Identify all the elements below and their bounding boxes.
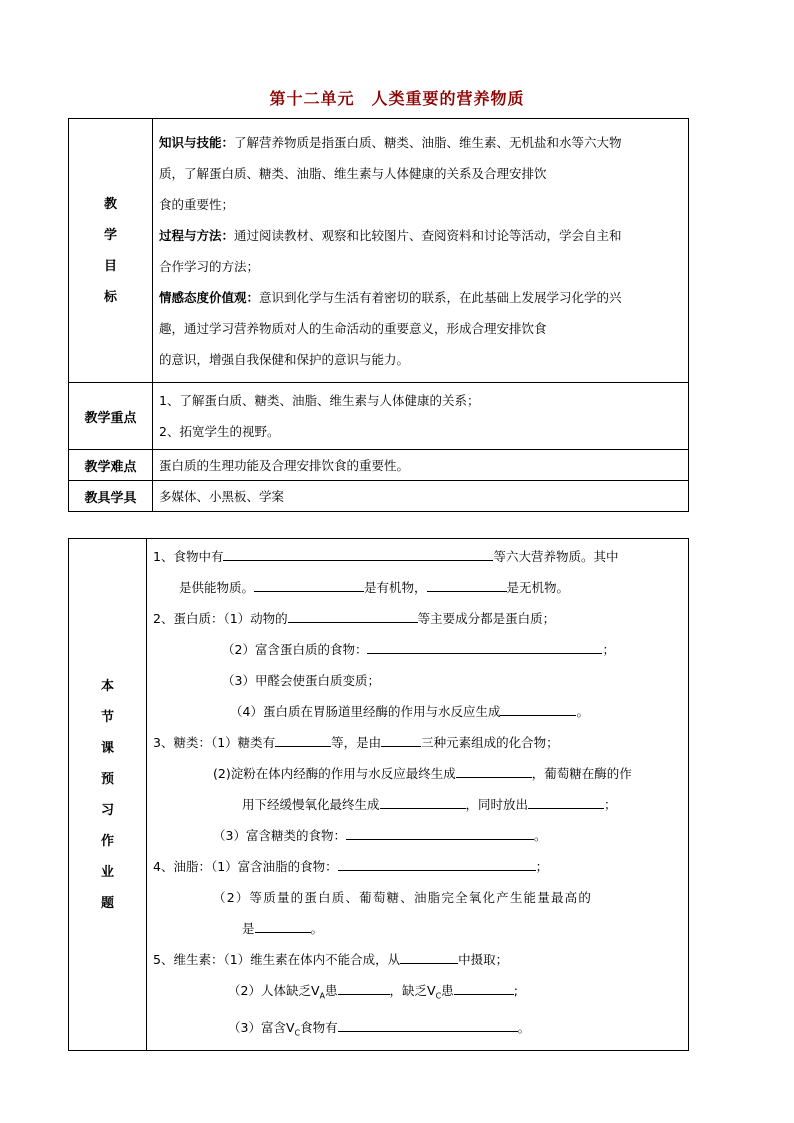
fill-blank[interactable] [400,951,458,964]
fill-blank[interactable] [456,765,532,778]
knowledge-text: 食的重要性； [159,196,235,212]
fill-blank[interactable] [500,703,576,716]
question-1: 1、食物中有 等六大营养物质。其中 [153,549,619,564]
question-4-2: （2）等质量的蛋白质、葡萄糖、油脂完全氧化产生能量最高的 [213,890,593,905]
process-label: 过程与方法： [159,227,235,243]
objectives-label [69,119,153,383]
label-char: 题 [100,895,114,911]
process-text: 通过阅读教材、观察和比较图片、查阅资料和讨论等活动，学会自主和 [234,227,622,243]
question-1-cont: 是供能物质。 是有机物， 是无机物。 [179,580,570,595]
question-2-3: （3）甲醛会使蛋白质变质； [222,673,380,688]
question-3-2-cont: 用下经缓慢氧化最终生成 ，同时放出 ； [242,797,617,812]
knowledge-text: 质，了解蛋白质、糖类、油脂、维生素与人体健康的关系及合理安排饮 [159,165,547,181]
label-char: 习 [100,802,114,818]
knowledge-text: 了解营养物质是指蛋白质、糖类、油脂、维生素、无机盐和水等六大物 [234,134,622,150]
fill-blank[interactable] [381,734,421,747]
fill-blank[interactable] [346,827,534,840]
fill-blank[interactable] [255,920,311,933]
key-points-content [153,383,689,450]
label-char: 本 [100,678,114,694]
fill-blank[interactable] [223,548,493,561]
emotion-text: 意识到化学与生活有着密切的联系，在此基础上发展学习化学的兴 [259,289,622,305]
tools-label: 教具学具 [69,481,153,512]
fill-blank[interactable] [288,610,418,623]
label-char: 业 [100,864,114,880]
difficulty-text: 蛋白质的生理功能及合理安排饮食的重要性。 [153,450,689,481]
label-char: 学 [103,227,117,243]
question-4-2-cont: 是 。 [242,921,324,936]
tools-text: 多媒体、小黑板、学案 [153,481,689,512]
question-2-4: （4）蛋白质在胃肠道里经酶的作用与水反应生成 。 [230,704,589,719]
label-char: 目 [103,258,117,274]
question-4: 4、油脂：（1）富含油脂的食物： ； [153,859,549,874]
key-point-item: 2、拓宽学生的视野。 [159,424,280,439]
fill-blank[interactable] [454,982,514,995]
fill-blank[interactable] [528,796,604,809]
knowledge-label: 知识与技能： [159,134,235,150]
preview-table [68,538,689,1051]
fill-blank[interactable] [367,641,602,654]
preview-content [147,539,689,1051]
process-text: 合作学习的方法； [159,258,260,274]
question-5-2: （2）人体缺乏$V_A$患 ，缺乏$V_C$患 ; [228,983,518,1001]
label-char: 预 [100,771,114,787]
label-char: 作 [100,833,114,849]
question-2: 2、蛋白质：（1）动物的 等主要成分都是蛋白质； [153,611,556,626]
question-3: 3、糖类：（1）糖类有 等，是由 三种元素组成的化合物； [153,735,559,750]
emotion-text: 的意识，增强自我保健和保护的意识与能力。 [159,351,410,367]
fill-blank[interactable] [275,734,331,747]
question-5: 5、维生素：（1）维生素在体内不能合成，从 中摄取； [153,952,509,967]
fill-blank[interactable] [338,1019,518,1032]
label-char: 节 [100,709,114,725]
fill-blank[interactable] [338,858,536,871]
objectives-content [153,119,689,383]
fill-blank[interactable] [254,579,364,592]
emotion-label: 情感态度价值观： [159,289,260,305]
fill-blank[interactable] [427,579,507,592]
difficulty-label: 教学难点 [69,450,153,481]
page-title: 第十二单元 人类重要的营养物质 [269,89,525,108]
emotion-text: 趣，通过学习营养物质对人的生命活动的重要意义，形成合理安排饮食 [159,320,547,336]
question-2-2: （2）富含蛋白质的食物： ； [222,642,615,657]
objectives-table [68,118,689,512]
key-point-item: 1、了解蛋白质、糖类、油脂、维生素与人体健康的关系； [159,393,480,408]
fill-blank[interactable] [380,796,466,809]
label-char: 教 [103,196,117,212]
question-5-3: （3）富含$V_C$食物有 。 [228,1019,531,1037]
key-points-label: 教学重点 [69,383,153,450]
label-char: 标 [103,289,117,305]
preview-label [69,539,147,1051]
fill-blank[interactable] [338,982,390,995]
question-3-2: (2)淀粉在体内经酶的作用与水反应最终生成 ，葡萄糖在酶的作 [213,766,632,781]
label-char: 课 [100,740,114,756]
question-3-3: （3）富含糖类的食物： 。 [213,828,547,843]
